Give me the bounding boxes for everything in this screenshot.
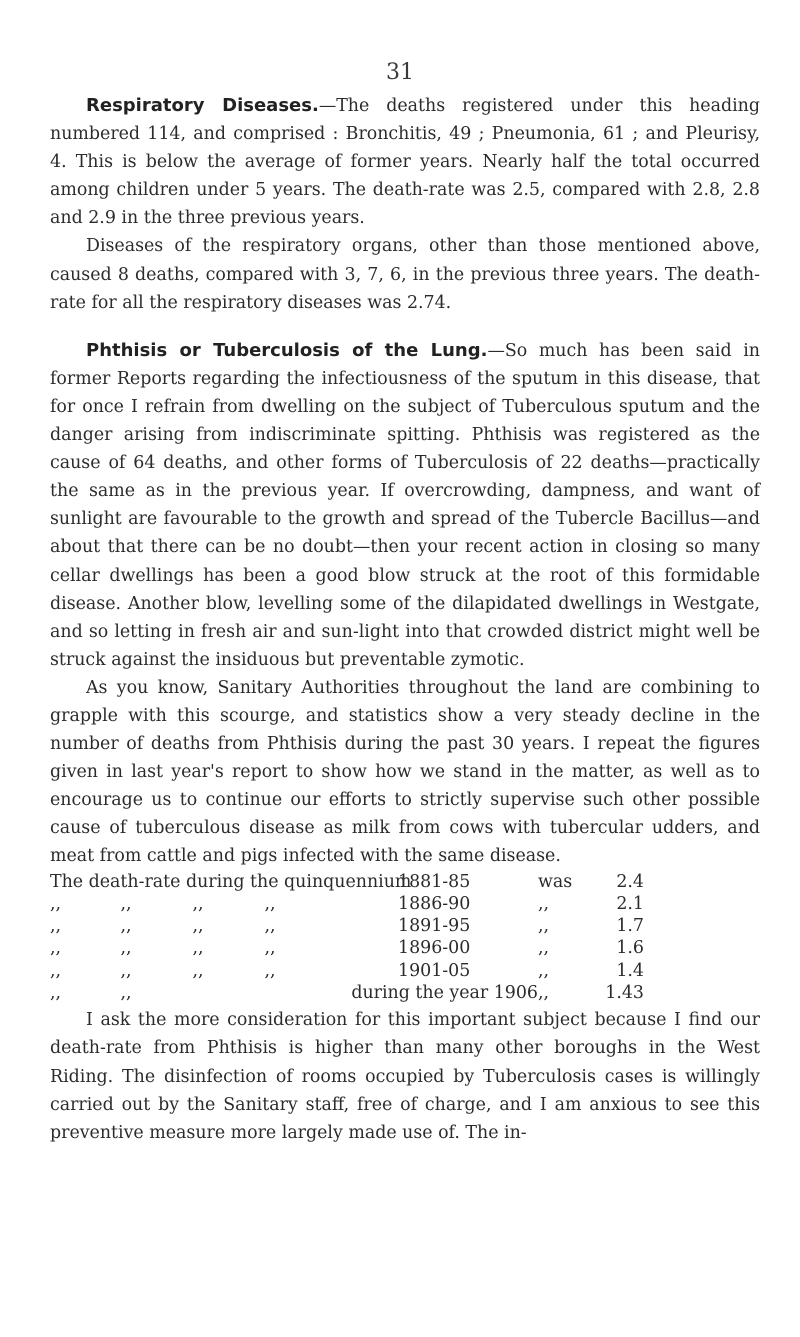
- death-rate-value: 1.7: [616, 916, 644, 937]
- death-rate-row: [50, 937, 760, 959]
- phthisis-paragraph-text: —So much has been said in former Reports regarding the infectiousness of the sputum in this disease, that for once I refrain from dwelling on the subject of Tuberculous sputum and the danger arising from indiscriminate spitting. Phthisis was registered as the cause of 64 deaths, and other forms of Tuberculosis of 22 deaths—practically the same as in the previous year. If overcrowding, dampness, and want of sunlight are favourable to the growth and spread of the Tubercle Bacillus—and about that there can be no doubt—then your recent action in closing so many cellar dwellings has been a good blow struck at the root of this formidable disease. Another blow, levelling some of the dilapidated dwellings in Westgate, and so letting in fresh air and sun-light into that crowded district might well be struck against the insiduous but preventable zymotic.: [50, 340, 760, 670]
- death-rate-verb: ,,: [538, 983, 550, 1004]
- death-rate-value: 2.4: [616, 871, 644, 892]
- report-body: [50, 92, 760, 1147]
- death-rate-row: [50, 915, 760, 937]
- death-rate-year-row: [50, 982, 760, 1004]
- death-rate-verb: ,,: [538, 893, 550, 914]
- death-rate-verb: ,,: [538, 916, 550, 937]
- phthisis-paragraph: [50, 337, 760, 674]
- death-rate-year-label: during the year 1906: [351, 983, 538, 1004]
- ditto-marks: ,, ,, ,, ,,: [50, 938, 276, 959]
- respiratory-heading: Respiratory Diseases.: [86, 95, 319, 116]
- phthisis-statistics-paragraph: As you know, Sanitary Authorities throughout the land are combining to grapple with this scourge, and statistics show a very steady decline in the number of deaths from Phthisis during the past 30 years. I repeat the figures given in last year's report to show how we stand in the matter, as well as to encourage us to continue our efforts to strictly supervise such other possible cause of tuberculous disease as milk from cows with tubercular udders, and meat from cattle and pigs infected with the same disease.: [50, 677, 760, 867]
- death-rate-verb: was: [538, 871, 573, 892]
- death-rate-period: 1886-90: [398, 893, 471, 914]
- death-rate-verb: ,,: [538, 960, 550, 981]
- death-rate-value: 1.43: [605, 983, 644, 1004]
- death-rate-value: 2.1: [616, 893, 644, 914]
- phthisis-heading: Phthisis or Tuberculosis of the Lung.: [86, 339, 488, 361]
- ditto-marks: ,, ,, during the year 1906: [50, 983, 538, 1004]
- ditto-marks: ,, ,, ,, ,,: [50, 893, 276, 914]
- respiratory-other-paragraph: Diseases of the respiratory organs, other than those mentioned above, caused 8 deaths, compared with 3, 7, 6, in the previous three years. The death-rate for all the respiratory diseases was 2.74.: [50, 236, 760, 313]
- respiratory-paragraph-text: —The deaths registered under this heading numbered 114, and comprised : Bronchitis, 49 ; Pneumonia, 61 ; and Pleurisy, 4. This is below the average of former years. Nearly half the total occurred among children under 5 years. The death-rate was 2.5, compared with 2.8, 2.8 and 2.9 in the three previous years.: [50, 96, 760, 229]
- death-rate-period: 1901-05: [398, 960, 471, 981]
- death-rate-row: [50, 960, 760, 982]
- death-rate-period: 1881-85: [398, 871, 471, 892]
- death-rate-row: [50, 871, 760, 893]
- death-rate-period: 1896-00: [398, 938, 471, 959]
- death-rate-lead: The death-rate during the quinquennium: [50, 871, 412, 892]
- section-gap: [50, 317, 760, 337]
- death-rate-verb: ,,: [538, 938, 550, 959]
- death-rate-period: 1891-95: [398, 916, 471, 937]
- respiratory-paragraph: [50, 92, 760, 232]
- ditto-marks: ,, ,, ,, ,,: [50, 916, 276, 937]
- death-rate-row: [50, 893, 760, 915]
- death-rate-value: 1.4: [616, 960, 644, 981]
- ditto-marks: ,, ,, ,, ,,: [50, 960, 276, 981]
- death-rate-value: 1.6: [616, 938, 644, 959]
- death-rate-table: [50, 871, 760, 1005]
- page-number: 31: [386, 60, 414, 85]
- closing-paragraph: I ask the more consideration for this important subject because I find our death-rate from Phthisis is higher than many other boroughs in the West Riding. The disinfection of rooms occupied by Tuberculosis cases is willingly carried out by the Sanitary staff, free of charge, and I am anxious to see this preventive measure more largely made use of. The in-: [50, 1010, 760, 1143]
